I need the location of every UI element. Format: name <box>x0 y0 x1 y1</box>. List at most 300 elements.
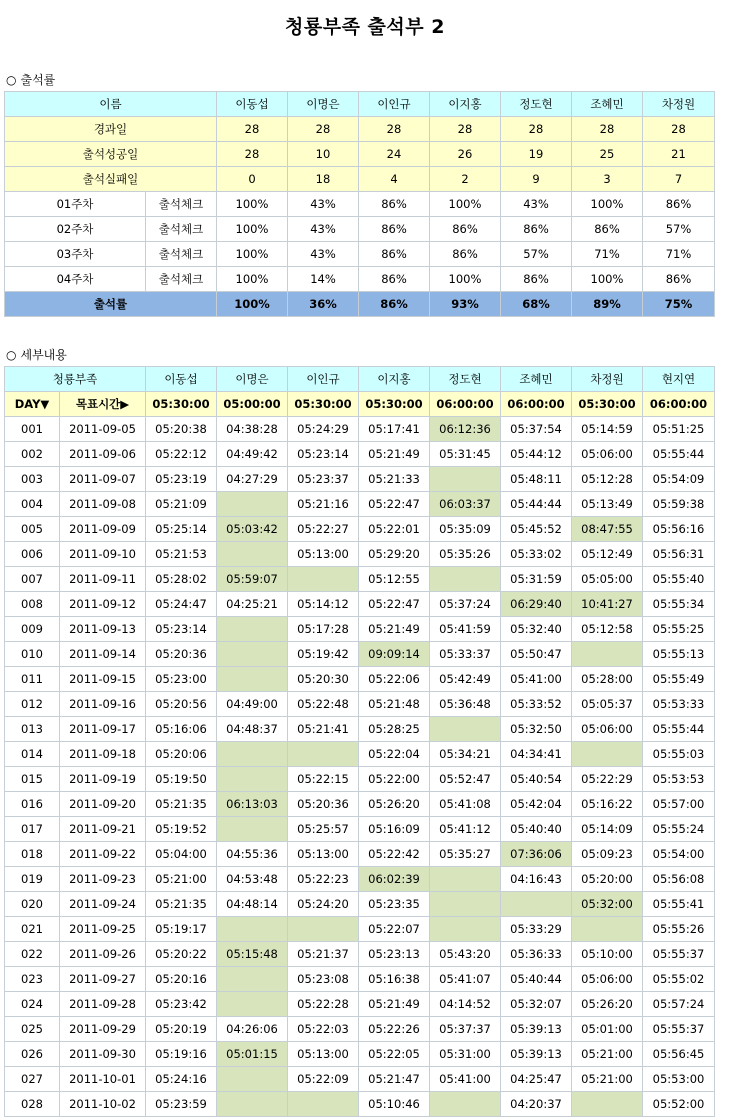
check-time-cell: 05:20:36 <box>146 642 217 667</box>
day-number-cell: 005 <box>5 517 60 542</box>
percent-cell: 86% <box>430 242 501 267</box>
check-time-cell: 04:14:52 <box>430 992 501 1017</box>
table-row <box>5 567 715 592</box>
date-cell: 2011-10-01 <box>60 1067 146 1092</box>
target-time-cell: 06:00:00 <box>430 392 501 417</box>
date-cell: 2011-09-10 <box>60 542 146 567</box>
percent-cell: 57% <box>501 242 572 267</box>
check-time-cell: 05:22:05 <box>359 1042 430 1067</box>
week-label-cell: 03주차 <box>5 242 146 267</box>
value-cell: 28 <box>572 117 643 142</box>
check-time-cell: 05:21:41 <box>288 717 359 742</box>
value-cell: 19 <box>501 142 572 167</box>
day-number-cell: 014 <box>5 742 60 767</box>
check-time-cell: 05:22:00 <box>359 767 430 792</box>
table-row <box>5 842 715 867</box>
day-number-cell: 004 <box>5 492 60 517</box>
table-row <box>5 892 715 917</box>
missed-time-cell: 06:02:39 <box>359 867 430 892</box>
value-cell: 9 <box>501 167 572 192</box>
day-number-cell: 013 <box>5 717 60 742</box>
check-time-cell: 05:19:16 <box>146 1042 217 1067</box>
check-time-cell: 05:40:40 <box>501 817 572 842</box>
missed-time-cell <box>288 742 359 767</box>
table-row <box>5 1042 715 1067</box>
check-time-cell: 05:39:13 <box>501 1042 572 1067</box>
check-time-cell: 05:39:13 <box>501 1017 572 1042</box>
check-time-cell: 05:23:37 <box>288 467 359 492</box>
check-time-cell: 05:37:24 <box>430 592 501 617</box>
attendance-detail-table <box>4 366 715 1117</box>
section-attendance-label: 출석률 <box>20 73 56 87</box>
check-time-cell: 05:20:22 <box>146 942 217 967</box>
check-time-cell: 05:14:12 <box>288 592 359 617</box>
value-cell: 4 <box>359 167 430 192</box>
value-cell: 21 <box>643 142 715 167</box>
member-name-cell: 이지홍 <box>430 92 501 117</box>
percent-cell: 71% <box>643 242 715 267</box>
missed-time-cell <box>572 917 643 942</box>
check-time-cell: 05:40:44 <box>501 967 572 992</box>
check-time-cell: 05:22:28 <box>288 992 359 1017</box>
check-time-cell: 05:16:09 <box>359 817 430 842</box>
member-name-cell: 이동섭 <box>217 92 288 117</box>
check-time-cell: 05:06:00 <box>572 717 643 742</box>
week-label-cell: 02주차 <box>5 217 146 242</box>
percent-cell: 100% <box>217 242 288 267</box>
missed-time-cell <box>217 1092 288 1117</box>
date-cell: 2011-09-25 <box>60 917 146 942</box>
row-label-cell: 경과일 <box>5 117 217 142</box>
value-cell: 18 <box>288 167 359 192</box>
percent-cell: 86% <box>643 192 715 217</box>
check-time-cell: 05:31:45 <box>430 442 501 467</box>
member-name-cell: 이지홍 <box>359 367 430 392</box>
percent-cell: 71% <box>572 242 643 267</box>
day-number-cell: 007 <box>5 567 60 592</box>
check-time-cell: 05:22:47 <box>359 592 430 617</box>
value-cell: 3 <box>572 167 643 192</box>
check-time-cell: 05:41:07 <box>430 967 501 992</box>
check-time-cell: 05:24:29 <box>288 417 359 442</box>
check-time-cell: 05:40:54 <box>501 767 572 792</box>
check-time-cell: 05:21:16 <box>288 492 359 517</box>
check-time-cell: 05:23:19 <box>146 467 217 492</box>
check-time-cell: 05:12:58 <box>572 617 643 642</box>
date-cell: 2011-09-23 <box>60 867 146 892</box>
check-time-cell: 05:21:53 <box>146 542 217 567</box>
percent-cell: 86% <box>359 242 430 267</box>
day-number-cell: 023 <box>5 967 60 992</box>
table-row <box>5 417 715 442</box>
check-time-cell: 05:19:42 <box>288 642 359 667</box>
check-time-cell: 05:22:04 <box>359 742 430 767</box>
check-time-cell: 05:59:38 <box>643 492 715 517</box>
check-time-cell: 05:55:24 <box>643 817 715 842</box>
member-name-cell: 이동섭 <box>146 367 217 392</box>
target-time-cell: 05:00:00 <box>217 392 288 417</box>
check-time-cell: 05:54:09 <box>643 467 715 492</box>
date-cell: 2011-09-11 <box>60 567 146 592</box>
check-time-cell: 05:04:00 <box>146 842 217 867</box>
check-time-cell: 05:21:33 <box>359 467 430 492</box>
row-label-cell: 출석성공일 <box>5 142 217 167</box>
value-cell: 28 <box>217 117 288 142</box>
check-time-cell: 05:54:00 <box>643 842 715 867</box>
check-time-cell: 05:53:33 <box>643 692 715 717</box>
check-time-cell: 05:21:00 <box>572 1067 643 1092</box>
week-row <box>5 192 715 217</box>
check-time-cell: 05:33:52 <box>501 692 572 717</box>
check-time-cell: 05:55:37 <box>643 1017 715 1042</box>
check-time-cell: 05:35:26 <box>430 542 501 567</box>
date-cell: 2011-09-06 <box>60 442 146 467</box>
day-number-cell: 009 <box>5 617 60 642</box>
check-time-cell: 05:23:14 <box>288 442 359 467</box>
check-time-cell: 05:20:36 <box>288 792 359 817</box>
attendance-rate-row <box>5 292 715 317</box>
missed-time-cell <box>572 1092 643 1117</box>
check-time-cell: 05:35:27 <box>430 842 501 867</box>
check-time-cell: 05:55:34 <box>643 592 715 617</box>
table-row <box>5 967 715 992</box>
check-time-cell: 05:52:47 <box>430 767 501 792</box>
missed-time-cell <box>217 817 288 842</box>
check-time-cell: 05:29:20 <box>359 542 430 567</box>
value-cell: 24 <box>359 142 430 167</box>
missed-time-cell <box>430 867 501 892</box>
date-cell: 2011-09-14 <box>60 642 146 667</box>
table-row <box>5 917 715 942</box>
missed-time-cell <box>217 967 288 992</box>
target-time-cell: 06:00:00 <box>643 392 715 417</box>
check-time-cell: 05:55:44 <box>643 717 715 742</box>
check-time-cell: 05:21:00 <box>146 867 217 892</box>
member-name-cell: 정도현 <box>501 92 572 117</box>
check-time-cell: 04:25:21 <box>217 592 288 617</box>
percent-cell: 86% <box>572 217 643 242</box>
percent-cell: 57% <box>643 217 715 242</box>
check-time-cell: 05:23:00 <box>146 667 217 692</box>
percent-cell: 43% <box>288 217 359 242</box>
check-time-cell: 05:26:20 <box>572 992 643 1017</box>
percent-cell: 86% <box>501 217 572 242</box>
missed-time-cell <box>217 642 288 667</box>
check-time-cell: 05:22:03 <box>288 1017 359 1042</box>
percent-cell: 100% <box>217 217 288 242</box>
percent-cell: 100% <box>217 192 288 217</box>
table-row <box>5 817 715 842</box>
check-time-cell: 04:55:36 <box>217 842 288 867</box>
check-time-cell: 05:16:38 <box>359 967 430 992</box>
check-time-cell: 05:23:35 <box>359 892 430 917</box>
check-time-cell: 05:42:49 <box>430 667 501 692</box>
missed-time-cell <box>430 892 501 917</box>
check-time-cell: 05:13:00 <box>288 542 359 567</box>
missed-time-cell: 10:41:27 <box>572 592 643 617</box>
check-time-cell: 05:09:23 <box>572 842 643 867</box>
percent-cell: 86% <box>359 267 430 292</box>
table-row <box>5 492 715 517</box>
value-cell: 28 <box>430 117 501 142</box>
summary-header-row <box>5 92 715 117</box>
member-name-cell: 이인규 <box>359 92 430 117</box>
check-time-cell: 05:20:30 <box>288 667 359 692</box>
date-cell: 2011-09-21 <box>60 817 146 842</box>
day-number-cell: 016 <box>5 792 60 817</box>
table-row <box>5 1092 715 1117</box>
missed-time-cell <box>217 492 288 517</box>
check-time-cell: 05:20:00 <box>572 867 643 892</box>
table-row <box>5 617 715 642</box>
check-time-cell: 05:36:48 <box>430 692 501 717</box>
member-name-cell: 조혜민 <box>572 92 643 117</box>
table-row <box>5 867 715 892</box>
day-number-cell: 002 <box>5 442 60 467</box>
check-time-cell: 05:13:00 <box>288 842 359 867</box>
date-cell: 2011-09-08 <box>60 492 146 517</box>
rate-value-cell: 86% <box>359 292 430 317</box>
check-time-cell: 05:41:59 <box>430 617 501 642</box>
day-number-cell: 025 <box>5 1017 60 1042</box>
missed-time-cell: 05:03:42 <box>217 517 288 542</box>
check-label-cell: 출석체크 <box>146 217 217 242</box>
table-row <box>5 667 715 692</box>
table-row <box>5 1017 715 1042</box>
member-name-cell: 차정원 <box>572 367 643 392</box>
check-time-cell: 05:28:25 <box>359 717 430 742</box>
percent-cell: 86% <box>359 192 430 217</box>
date-cell: 2011-09-29 <box>60 1017 146 1042</box>
table-row <box>5 767 715 792</box>
check-time-cell: 05:45:52 <box>501 517 572 542</box>
check-time-cell: 05:05:37 <box>572 692 643 717</box>
check-time-cell: 05:22:26 <box>359 1017 430 1042</box>
target-label-cell: 목표시간▶ <box>60 392 146 417</box>
missed-time-cell <box>288 917 359 942</box>
check-time-cell: 04:25:47 <box>501 1067 572 1092</box>
value-cell: 7 <box>643 167 715 192</box>
check-time-cell: 05:56:45 <box>643 1042 715 1067</box>
check-time-cell: 05:32:50 <box>501 717 572 742</box>
section-attendance <box>6 71 55 88</box>
day-number-cell: 027 <box>5 1067 60 1092</box>
week-row <box>5 217 715 242</box>
check-time-cell: 04:49:00 <box>217 692 288 717</box>
check-time-cell: 05:12:28 <box>572 467 643 492</box>
check-time-cell: 05:55:02 <box>643 967 715 992</box>
section-details-label: 세부내용 <box>20 348 67 362</box>
check-time-cell: 05:21:37 <box>288 942 359 967</box>
check-time-cell: 05:31:59 <box>501 567 572 592</box>
check-time-cell: 05:10:00 <box>572 942 643 967</box>
circle-bullet-icon: ○ <box>6 348 17 362</box>
check-time-cell: 05:21:49 <box>359 617 430 642</box>
day-number-cell: 020 <box>5 892 60 917</box>
check-time-cell: 05:22:01 <box>359 517 430 542</box>
missed-time-cell: 06:13:03 <box>217 792 288 817</box>
check-time-cell: 05:24:47 <box>146 592 217 617</box>
check-time-cell: 05:20:16 <box>146 967 217 992</box>
week-row <box>5 267 715 292</box>
check-time-cell: 05:20:19 <box>146 1017 217 1042</box>
percent-cell: 100% <box>430 192 501 217</box>
check-time-cell: 05:21:47 <box>359 1067 430 1092</box>
check-time-cell: 05:55:40 <box>643 567 715 592</box>
check-time-cell: 05:41:08 <box>430 792 501 817</box>
member-name-cell: 정도현 <box>430 367 501 392</box>
check-time-cell: 05:36:33 <box>501 942 572 967</box>
member-name-cell: 현지연 <box>643 367 715 392</box>
page-title: 청룡부족 출석부 2 <box>285 16 445 38</box>
member-name-cell: 이명은 <box>288 92 359 117</box>
check-time-cell: 05:22:27 <box>288 517 359 542</box>
table-row <box>5 717 715 742</box>
check-time-cell: 05:52:00 <box>643 1092 715 1117</box>
date-cell: 2011-09-26 <box>60 942 146 967</box>
missed-time-cell <box>288 1092 359 1117</box>
check-time-cell: 05:16:06 <box>146 717 217 742</box>
check-time-cell: 05:17:28 <box>288 617 359 642</box>
value-cell: 25 <box>572 142 643 167</box>
check-time-cell: 05:41:00 <box>501 667 572 692</box>
check-time-cell: 05:41:12 <box>430 817 501 842</box>
check-time-cell: 05:24:20 <box>288 892 359 917</box>
check-time-cell: 04:26:06 <box>217 1017 288 1042</box>
target-time-cell: 05:30:00 <box>288 392 359 417</box>
check-time-cell: 05:33:37 <box>430 642 501 667</box>
percent-cell: 100% <box>572 192 643 217</box>
tribe-header-cell: 청룡부족 <box>5 367 146 392</box>
check-time-cell: 04:49:42 <box>217 442 288 467</box>
check-time-cell: 05:16:22 <box>572 792 643 817</box>
check-time-cell: 05:56:16 <box>643 517 715 542</box>
check-time-cell: 05:21:00 <box>572 1042 643 1067</box>
row-label-cell: 출석실패일 <box>5 167 217 192</box>
check-time-cell: 05:01:00 <box>572 1017 643 1042</box>
check-time-cell: 05:22:42 <box>359 842 430 867</box>
check-time-cell: 05:37:37 <box>430 1017 501 1042</box>
check-time-cell: 05:13:49 <box>572 492 643 517</box>
check-time-cell: 05:37:54 <box>501 417 572 442</box>
check-time-cell: 04:20:37 <box>501 1092 572 1117</box>
missed-time-cell: 09:09:14 <box>359 642 430 667</box>
day-number-cell: 011 <box>5 667 60 692</box>
check-time-cell: 05:22:48 <box>288 692 359 717</box>
check-time-cell: 05:51:25 <box>643 417 715 442</box>
check-time-cell: 05:41:00 <box>430 1067 501 1092</box>
check-time-cell: 05:55:03 <box>643 742 715 767</box>
target-time-cell: 05:30:00 <box>572 392 643 417</box>
check-label-cell: 출석체크 <box>146 267 217 292</box>
table-row <box>5 467 715 492</box>
check-time-cell: 05:55:13 <box>643 642 715 667</box>
date-cell: 2011-09-17 <box>60 717 146 742</box>
check-time-cell: 05:22:23 <box>288 867 359 892</box>
check-time-cell: 05:22:47 <box>359 492 430 517</box>
day-number-cell: 006 <box>5 542 60 567</box>
table-row <box>5 742 715 767</box>
date-cell: 2011-09-18 <box>60 742 146 767</box>
check-time-cell: 05:21:48 <box>359 692 430 717</box>
day-number-cell: 003 <box>5 467 60 492</box>
check-time-cell: 05:53:00 <box>643 1067 715 1092</box>
date-cell: 2011-10-02 <box>60 1092 146 1117</box>
date-cell: 2011-09-16 <box>60 692 146 717</box>
table-row <box>5 992 715 1017</box>
elapsed-days-row <box>5 117 715 142</box>
check-time-cell: 05:55:49 <box>643 667 715 692</box>
check-time-cell: 05:21:09 <box>146 492 217 517</box>
check-time-cell: 05:06:00 <box>572 967 643 992</box>
check-time-cell: 05:55:26 <box>643 917 715 942</box>
missed-time-cell: 06:03:37 <box>430 492 501 517</box>
check-time-cell: 05:22:09 <box>288 1067 359 1092</box>
table-row <box>5 792 715 817</box>
check-time-cell: 04:38:28 <box>217 417 288 442</box>
check-time-cell: 05:21:35 <box>146 792 217 817</box>
check-time-cell: 05:35:09 <box>430 517 501 542</box>
check-time-cell: 05:55:41 <box>643 892 715 917</box>
check-label-cell: 출석체크 <box>146 192 217 217</box>
section-details <box>6 346 67 363</box>
percent-cell: 43% <box>501 192 572 217</box>
success-days-row <box>5 142 715 167</box>
member-name-cell: 이명은 <box>217 367 288 392</box>
date-cell: 2011-09-05 <box>60 417 146 442</box>
value-cell: 28 <box>643 117 715 142</box>
check-time-cell: 05:22:12 <box>146 442 217 467</box>
check-time-cell: 05:53:53 <box>643 767 715 792</box>
check-time-cell: 05:55:37 <box>643 942 715 967</box>
day-number-cell: 010 <box>5 642 60 667</box>
missed-time-cell <box>217 767 288 792</box>
check-time-cell: 05:44:44 <box>501 492 572 517</box>
value-cell: 28 <box>217 142 288 167</box>
check-time-cell: 05:43:20 <box>430 942 501 967</box>
date-cell: 2011-09-13 <box>60 617 146 642</box>
missed-time-cell <box>217 1067 288 1092</box>
member-name-cell: 차정원 <box>643 92 715 117</box>
check-time-cell: 05:23:08 <box>288 967 359 992</box>
check-time-cell: 05:32:07 <box>501 992 572 1017</box>
missed-time-cell <box>217 917 288 942</box>
check-time-cell: 05:48:11 <box>501 467 572 492</box>
check-time-cell: 05:13:00 <box>288 1042 359 1067</box>
check-time-cell: 05:33:29 <box>501 917 572 942</box>
day-number-cell: 018 <box>5 842 60 867</box>
check-time-cell: 05:44:12 <box>501 442 572 467</box>
check-time-cell: 05:25:14 <box>146 517 217 542</box>
check-time-cell: 04:48:14 <box>217 892 288 917</box>
check-time-cell: 05:31:00 <box>430 1042 501 1067</box>
name-header-cell: 이름 <box>5 92 217 117</box>
check-label-cell: 출석체크 <box>146 242 217 267</box>
check-time-cell: 05:06:00 <box>572 442 643 467</box>
date-cell: 2011-09-27 <box>60 967 146 992</box>
value-cell: 0 <box>217 167 288 192</box>
check-time-cell: 05:25:57 <box>288 817 359 842</box>
check-time-cell: 05:50:47 <box>501 642 572 667</box>
member-name-cell: 이인규 <box>288 367 359 392</box>
percent-cell: 14% <box>288 267 359 292</box>
date-cell: 2011-09-20 <box>60 792 146 817</box>
check-time-cell: 05:57:00 <box>643 792 715 817</box>
missed-time-cell: 05:15:48 <box>217 942 288 967</box>
day-number-cell: 026 <box>5 1042 60 1067</box>
check-time-cell: 04:34:41 <box>501 742 572 767</box>
missed-time-cell <box>217 742 288 767</box>
